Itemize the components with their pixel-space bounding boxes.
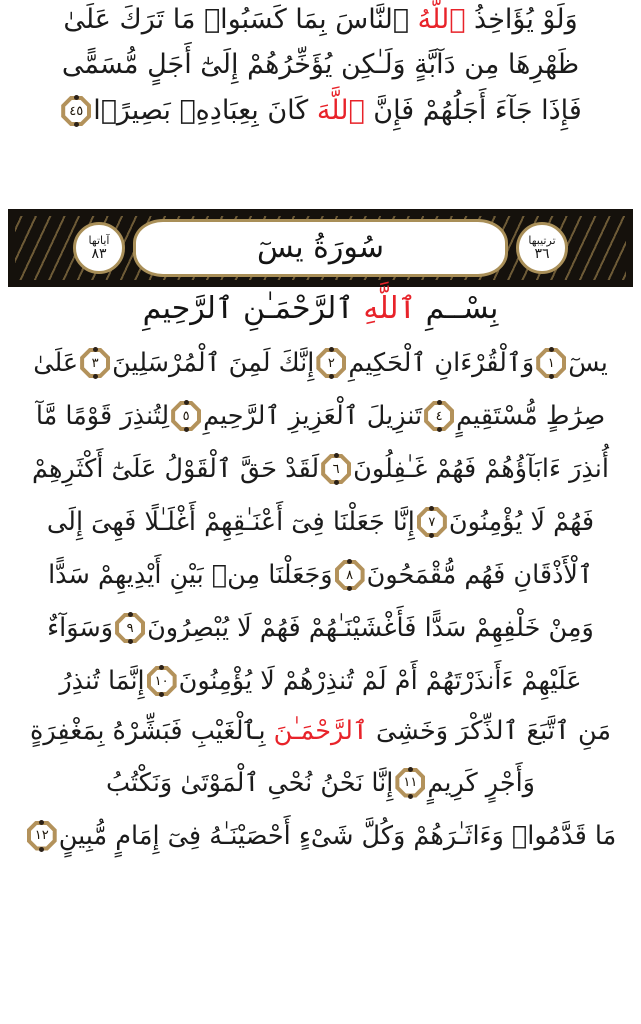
ayah-marker [316, 348, 346, 378]
quran-text-segment: ٱلرَّحْمَـٰنِ ٱلرَّحِيمِ [142, 291, 364, 326]
surah-band-arabesque-ornament [13, 214, 628, 282]
lafz-al-jalala: ٱللَّهَ [316, 95, 365, 126]
surah-header-band [8, 209, 633, 287]
quran-text-line [0, 348, 641, 378]
quran-text-segment: وَجَعَلْنَا مِنۢ بَيْنِ أَيْدِيهِمْ سَدًّا [48, 560, 333, 590]
ayah-count-label: آياتها [88, 234, 110, 247]
quran-text-segment: يسٓ [568, 348, 608, 378]
quran-text-segment: ٱلنَّاسَ بِمَا كَسَبُوا۟ مَا تَرَكَ عَلَىٰ [63, 4, 418, 35]
quran-text-line [0, 6, 641, 33]
quran-text-segment: فَإِذَا جَآءَ أَجَلُهُمْ فَإِنَّ [364, 95, 582, 126]
ayah-number: ٤٥ [69, 103, 84, 119]
surah-title: سُورَةُ يسٓ [257, 230, 384, 265]
quran-text-segment: بِٱلْغَيْبِ فَبَشِّرْهُ بِمَغْفِرَةٍ [29, 716, 274, 746]
surah-body [0, 348, 641, 1018]
lafz-al-jalala: ٱللَّهُ [417, 4, 466, 35]
ayah-number: ٤ [435, 408, 443, 424]
ayah-count-medallion [73, 222, 125, 274]
ayah-number: ٣ [91, 355, 99, 371]
quran-text-segment: وَٱلْقُرْءَانِ ٱلْحَكِيمِ [348, 348, 535, 378]
quran-text-segment: ظَهْرِهَا مِن دَآبَّةٍ وَلَـٰكِن يُؤَخِّرُهُمْ إِلَىٰٓ أَجَلٍ مُّسَمًّى [61, 49, 580, 80]
ayah-number: ٥ [182, 408, 190, 424]
quran-text-segment: وَمِنْ خَلْفِهِمْ سَدًّا فَأَغْشَيْنَـٰهُمْ فَهُمْ لَا يُبْصِرُونَ [147, 613, 594, 643]
quran-text-segment: فَهُمْ لَا يُؤْمِنُونَ [448, 507, 595, 537]
ayah-number: ١ [547, 355, 555, 371]
ayah-marker [335, 560, 365, 590]
ayah-marker [115, 613, 145, 643]
quran-text-segment: إِنَّمَا تُنذِرُ [59, 666, 145, 696]
ayah-marker [147, 666, 177, 696]
ayah-marker [27, 821, 57, 851]
quran-text-segment: إِنَّا نَحْنُ نُحْىِ ٱلْمَوْتَىٰ وَنَكْتُبُ [106, 767, 394, 798]
quran-text-line [0, 454, 641, 484]
quran-text-segment: وَلَوْ يُؤَاخِذُ [465, 4, 578, 35]
ayah-marker [321, 454, 351, 484]
lafz-al-jalala: ٱلرَّحْمَـٰنَ [273, 716, 368, 746]
quran-text-line [0, 666, 641, 696]
quran-text-segment: كَانَ بِعِبَادِهِۦ بَصِيرًۢا [93, 95, 317, 126]
quran-text-segment: تَنزِيلَ ٱلْعَزِيزِ ٱلرَّحِيمِ [203, 401, 423, 431]
quran-text-line [0, 96, 641, 126]
quran-text-segment: عَلَىٰ [33, 348, 79, 378]
ayah-number: ٩ [126, 620, 134, 636]
quran-text-segment: صِرَٰطٍ مُّسْتَقِيمٍ [456, 401, 606, 431]
ayah-marker [424, 401, 454, 431]
surah-order-value: ٣٦ [534, 246, 550, 262]
lafz-al-jalala: ٱللَّهِ [363, 291, 417, 326]
quran-text-segment: مَا قَدَّمُوا۟ وَءَاثَـٰرَهُمْ وَكُلَّ شَىْءٍ أَحْصَيْنَـٰهُ فِىٓ إِمَامٍ مُّبِينٍ [58, 820, 617, 851]
ayah-number: ٢ [327, 355, 335, 371]
quran-text-line [0, 560, 641, 590]
ayah-marker [61, 96, 91, 126]
quran-text-segment: إِنَّا جَعَلْنَا فِىٓ أَعْنَـٰقِهِمْ أَغْلَـٰلًا فَهِىَ إِلَى [46, 507, 415, 537]
quran-text-line [0, 768, 641, 798]
quran-text-segment: وَأَجْرٍ كَرِيمٍ [427, 767, 535, 798]
quran-text-segment: عَلَيْهِمْ ءَأَنذَرْتَهُمْ أَمْ لَمْ تُنذِرْهُمْ لَا يُؤْمِنُونَ [178, 666, 582, 696]
quran-text-line [0, 507, 641, 537]
surah-order-medallion [516, 222, 568, 274]
ayah-marker [171, 401, 201, 431]
ayah-number: ٨ [346, 567, 354, 583]
ayah-marker [395, 768, 425, 798]
quran-text-line [0, 51, 641, 78]
ayah-marker [80, 348, 110, 378]
quran-text-segment: ٱلْأَذْقَانِ فَهُم مُّقْمَحُونَ [366, 560, 593, 590]
surah-title-cartouche [133, 219, 508, 277]
quran-text-segment: لِتُنذِرَ قَوْمًا مَّآ [35, 401, 170, 431]
ayah-marker [417, 507, 447, 537]
quran-text-line [0, 821, 641, 851]
ayah-number: ١٢ [34, 828, 49, 843]
ayah-number: ١١ [403, 775, 418, 790]
quran-text-line [0, 401, 641, 431]
surah-order-label: ترتيبها [528, 234, 556, 247]
quran-text-line [0, 716, 641, 746]
quran-text-segment: بِسْــمِ [416, 291, 499, 326]
preceding-surah-closing-block [0, 6, 641, 201]
quran-text-segment: أُنذِرَ ءَابَآؤُهُمْ فَهُمْ غَـٰفِلُونَ [353, 454, 609, 484]
ayah-number: ٦ [332, 461, 340, 477]
quran-text-segment: لَقَدْ حَقَّ ٱلْقَوْلُ عَلَىٰٓ أَكْثَرِهِمْ [32, 454, 320, 484]
quran-text-segment: إِنَّكَ لَمِنَ ٱلْمُرْسَلِينَ [112, 348, 315, 378]
ayah-marker [536, 348, 566, 378]
basmala [0, 291, 641, 326]
quran-text-segment: مَنِ ٱتَّبَعَ ٱلذِّكْرَ وَخَشِىَ [367, 716, 612, 746]
quran-text-line [0, 613, 641, 643]
quran-text-segment: وَسَوَآءٌ [47, 613, 114, 643]
ayah-number: ١٠ [154, 673, 169, 689]
ayah-count-value: ٨٣ [91, 246, 107, 262]
ayah-number: ٧ [428, 514, 436, 530]
